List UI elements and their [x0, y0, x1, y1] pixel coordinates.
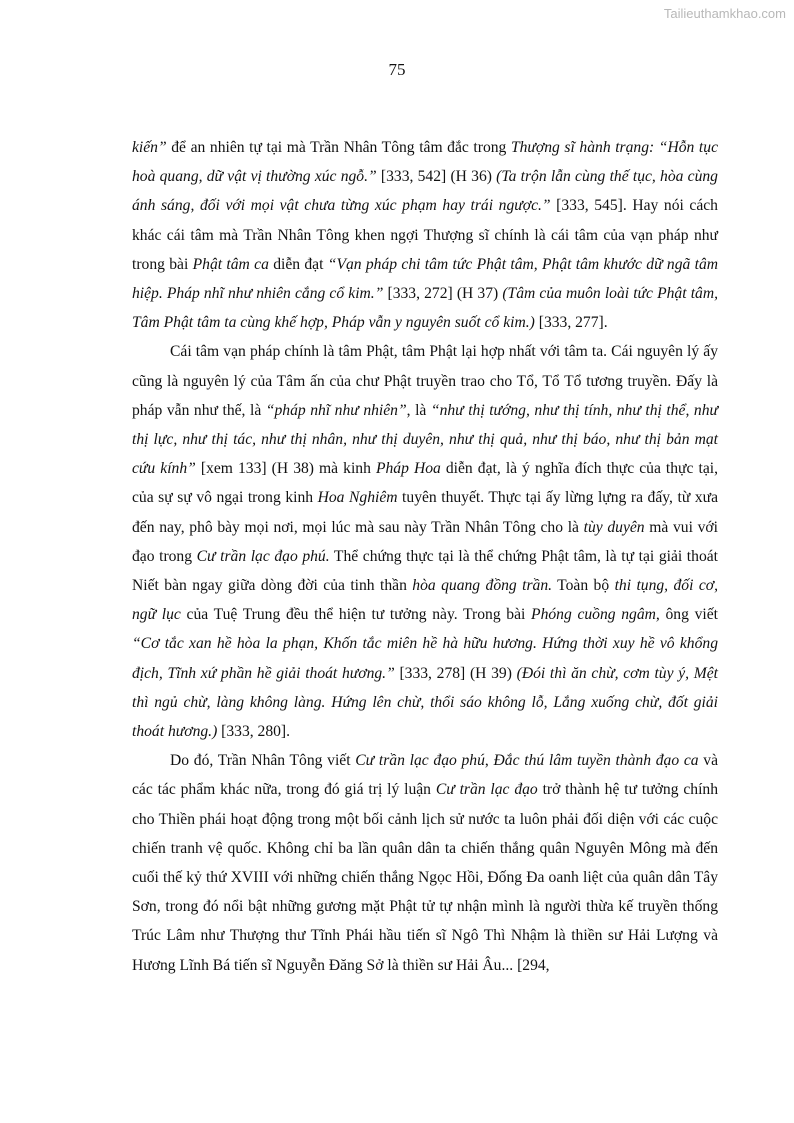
text-run: của Tuệ Trung đều thể hiện tư tưởng này. Trong bài — [180, 606, 532, 624]
page-number: 75 — [388, 60, 406, 79]
italic-text: Pháp Hoa — [375, 460, 441, 478]
text-run: [xem 133] (H 38) mà kinh — [195, 460, 376, 478]
text-run: , là — [406, 401, 431, 419]
text-run: mà vui với đạo trong — [132, 518, 718, 565]
paragraph-3 — [132, 746, 718, 980]
text-run: Do đó, Trần Nhân Tông viết — [170, 752, 356, 770]
italic-text: “pháp nhĩ như nhiên” — [265, 401, 407, 419]
text-run: trở thành hệ tư tưởng chính cho Thiền phái hoạt động trong một bối cảnh lịch sử nước ta luôn phải đối diện với các cuộc chiến tranh vệ quốc. Không chỉ ba lần quân dân ta chiến thắng quân Nguyên Mông mà đến cuối thế kỷ thứ XVIII với những chiến thắng Ngọc Hồi, Đống Đa oanh liệt của quân dân Tây Sơn, trong đó nổi bật những gương mặt Phật tử tự nhận mình là người thừa kế truyền thống Trúc Lâm như Thượng thư Tĩnh Phái hầu tiến sĩ Ngô Thì Nhậm là thiền sư Hải Lượng và Hương Lĩnh Bá tiến sĩ Nguyễn Đăng Sở là thiền sư Hải Âu... [294, — [132, 781, 718, 974]
text-run: diễn đạt — [268, 255, 328, 273]
italic-text: (Ta trộn lẫn cùng thế tục, hòa cùng ánh sáng, đối với mọi vật chưa từng xúc phạm hay trái ngược.” — [132, 168, 718, 215]
italic-text: Hoa Nghiêm — [317, 489, 398, 507]
italic-text: Phóng cuồng ngâm, — [531, 606, 660, 624]
text-run: [333, 272] (H 37) — [383, 285, 503, 303]
text-run: [333, 545]. Hay nói cách khác cái tâm mà Trần Nhân Tông khen ngợi Thượng sĩ chính là cái tâm của vạn pháp như trong bài — [132, 197, 718, 273]
text-run: để an nhiên tự tại mà Trần Nhân Tông tâm đắc trong — [166, 139, 511, 156]
text-run: và các tác phẩm khác nữa, trong đó giá trị lý luận — [132, 752, 719, 799]
italic-text: hòa quang đồng trần. — [412, 577, 553, 595]
text-run: [333, 277]. — [534, 314, 608, 332]
body-text — [132, 133, 718, 980]
italic-text: tùy duyên — [583, 518, 645, 536]
text-run: ông viết — [659, 606, 718, 624]
text-run: tuyên thuyết. Thực tại ấy lừng lựng ra đấy, từ xưa đến nay, phô bày mọi nơi, mọi lúc mà sau này Trần Nhân Tông cho là — [132, 489, 718, 536]
paragraph-2 — [132, 337, 718, 746]
italic-text: Cư trần lạc đạo phú — [355, 752, 485, 770]
text-run: [333, 280]. — [217, 723, 291, 741]
italic-text: “Vạn pháp chi tâm tức Phật tâm, Phật tâm khước dữ ngã tâm hiệp. Pháp nhĩ như nhiên cắng cổ kim.” — [132, 255, 719, 303]
italic-text: Phật tâm ca — [192, 255, 269, 273]
text-run: [333, 278] (H 39) — [394, 664, 517, 682]
italic-text: Cư trần lạc đạo — [435, 781, 538, 799]
italic-text: Đắc thú lâm tuyền thành đạo ca — [493, 752, 699, 770]
text-run: Cái tâm vạn pháp chính là tâm Phật, tâm Phật lại hợp nhất với tâm ta. Cái nguyên lý ấy cũng là nguyên lý của Tâm ấn của chư Phật truyền trao cho Tổ, Tổ Tổ tương truyền. Đấy là pháp vẫn như thế, là — [132, 343, 718, 419]
text-run: , — [484, 752, 494, 770]
italic-text: kiến” — [132, 139, 167, 156]
paragraph-1 — [132, 133, 718, 337]
text-run: Toàn bộ — [552, 577, 615, 595]
italic-text: “như thị tướng, như thị tính, như thị thể, như thị lực, như thị tác, như thị nhân, như thị duyên, như thị quả, như thị báo, như thị bản mạt cứu kính” — [132, 401, 718, 478]
text-run: diễn đạt, là ý nghĩa đích thực của thực tại, của sự sự vô ngại trong kinh — [132, 460, 718, 507]
italic-text: thi tụng, đối cơ, ngữ lục — [132, 577, 718, 624]
italic-text: (Đói thì ăn chừ, cơm tùy ý, Mệt thì ngủ chừ, làng không làng. Hứng lên chừ, thổi sáo không lỗ, Lắng xuống chừ, đốt giải thoát hương.) — [132, 664, 718, 741]
watermark-text: Tailieuthamkhao.com — [663, 6, 786, 21]
italic-text: (Tâm của muôn loài tức Phật tâm, Tâm Phật tâm ta cùng khế hợp, Pháp vẫn y nguyên suốt cổ kim.) — [132, 285, 718, 332]
italic-text: Cư trần lạc đạo phú. — [196, 547, 330, 565]
text-run: Thể chứng thực tại là thể chứng Phật tâm, là tự tại giải thoát Niết bàn ngay giữa dòng đời của tinh thần — [132, 547, 718, 595]
text-run: [333, 542] (H 36) — [376, 168, 497, 186]
italic-text: “Cơ tắc xan hề hòa la phạn, Khốn tắc miên hề hà hữu hương. Hứng thời xuy hề vô khổng địch, Tĩnh xứ phần hề giải thoát hương.” — [132, 635, 718, 682]
italic-text: Thượng sĩ hành trạng: “Hỗn tục hoà quang, dữ vật vị thường xúc ngỗ.” — [132, 139, 718, 186]
